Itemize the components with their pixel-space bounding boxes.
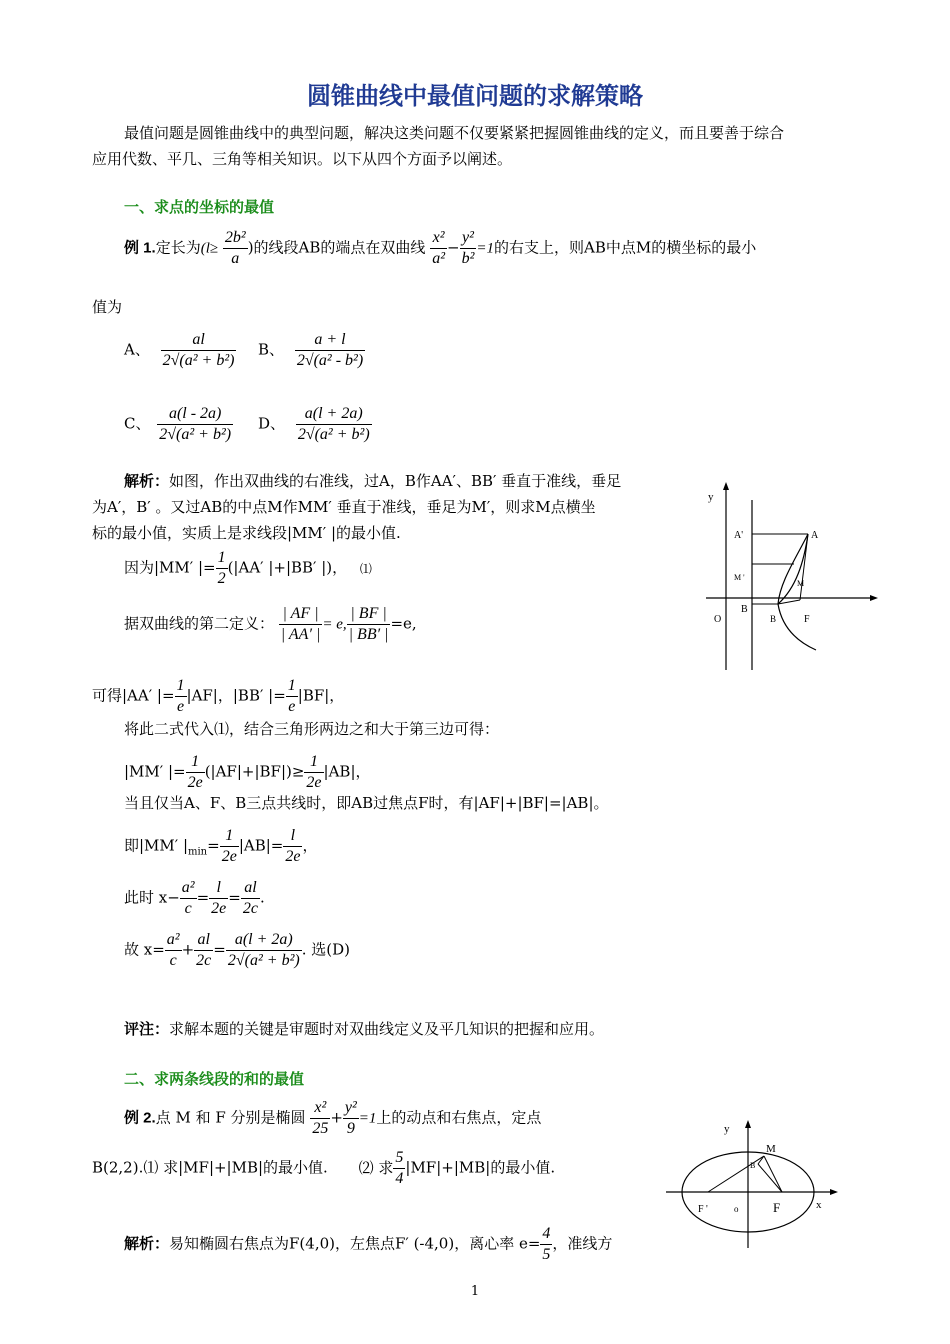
subscript-min: min	[188, 846, 208, 858]
ellipse-figure	[664, 1112, 854, 1252]
example-2-line-2	[92, 1148, 555, 1189]
label-B-prime: B	[741, 604, 748, 615]
frac-num: 1	[287, 677, 296, 694]
text: =	[207, 836, 220, 855]
frac-den: 4	[395, 1170, 404, 1187]
choice-B	[258, 330, 365, 371]
frac-num: 1	[191, 753, 200, 770]
text: 因为|MM′ |=	[124, 558, 216, 577]
frac-num: | AF |	[282, 605, 319, 622]
label-F: F	[804, 614, 810, 625]
comment-label: 评注：	[124, 1020, 170, 1038]
section-1-heading: 一、求点的坐标的最值	[124, 198, 275, 216]
frac-den: 2	[217, 570, 226, 587]
choice-D-fraction	[296, 404, 372, 445]
l-ge: l≥	[205, 240, 219, 257]
frac-den: 2√(a² + b²)	[297, 426, 370, 443]
text: 故 x=	[124, 940, 165, 959]
frac-num: 2b²	[224, 229, 246, 246]
label-O: o	[734, 1204, 739, 1214]
hyperbola-branch	[778, 534, 816, 650]
example-1-line-2: 值为	[92, 298, 123, 316]
frac-num: a(l + 2a)	[304, 405, 363, 422]
solution-1-line-2: 为A′，B′ 。又过AB的中点M作MM′ 垂直于准线，垂足为M′，则求M点横坐	[92, 498, 596, 516]
frac-den: 2e	[306, 774, 322, 791]
ellipse-y-term	[343, 1098, 359, 1139]
frac-den: b²	[461, 250, 475, 267]
fraction-1-2e	[186, 752, 205, 793]
fraction-2b2-a	[223, 228, 248, 269]
intro-line-1: 最值问题是圆锥曲线中的典型问题，解决这类问题不仅要紧紧把握圆锥曲线的定义，而且要善于综合	[124, 124, 785, 142]
frac-den: | AA′ |	[280, 626, 321, 643]
label-B: B	[770, 614, 777, 624]
fraction-al-2c	[194, 930, 213, 971]
text: 此时 x−	[124, 888, 180, 907]
solution-label: 解析：	[124, 472, 170, 490]
frac-num: 1	[309, 753, 318, 770]
frac-den: a	[223, 248, 248, 269]
label-O: O	[714, 614, 722, 625]
fraction-bf	[347, 604, 391, 645]
page-title: 圆锥曲线中最值问题的求解策略	[307, 82, 643, 110]
frac-den: 9	[343, 1118, 359, 1139]
frac-den: 2e	[221, 848, 237, 865]
fraction-l-2e	[283, 826, 302, 867]
text: |BF|，	[297, 686, 345, 705]
solution-1-line-4	[124, 548, 372, 589]
hyperbola-x-term	[430, 228, 447, 269]
frac-num: l	[216, 879, 221, 896]
choice-label: C、	[124, 414, 151, 433]
fraction-4-5	[540, 1224, 552, 1265]
fraction-1-e	[175, 676, 187, 717]
text: |AF|，|BB′ |=	[186, 686, 286, 705]
text: +	[181, 940, 195, 959]
solution-text: 如图，作出双曲线的右准线，过A，B作AA′、BB′ 垂直于准线，垂足	[169, 472, 622, 490]
label-y: y	[724, 1123, 730, 1135]
fraction-1-2e	[304, 752, 323, 793]
minus: −	[446, 238, 460, 257]
frac-den: 2e	[187, 774, 203, 791]
fraction-answer	[226, 930, 302, 971]
text: =	[213, 940, 226, 959]
frac-num: x²	[314, 1099, 327, 1116]
frac-den: e	[175, 696, 187, 717]
frac-num: a(l + 2a)	[234, 931, 293, 948]
solution-1-line-8	[124, 752, 371, 793]
fraction-a2-c	[165, 930, 182, 971]
label-M: M	[766, 1143, 776, 1155]
y-axis-arrow-icon	[745, 1120, 751, 1128]
frac-num: a + l	[314, 331, 346, 348]
solution-1-line-10	[124, 826, 317, 867]
solution-1-line-6	[92, 676, 344, 717]
frac-num: 5	[395, 1149, 404, 1166]
frac-den: e	[286, 696, 298, 717]
choice-C	[124, 404, 233, 445]
label-A-prime: A'	[734, 530, 744, 541]
example-1-text: 定长为	[155, 238, 201, 257]
text: |MF|+|MB|的最小值.	[405, 1158, 556, 1177]
hyperbola-y-term	[460, 228, 477, 269]
choice-A-fraction	[161, 330, 237, 371]
fraction-5-4	[393, 1148, 405, 1189]
frac-den: 25	[312, 1120, 329, 1137]
text: (|AF|+|BF|)≥	[204, 762, 305, 781]
solution-1-line-3: 标的最小值，实质上是求线段|MM′ |的最小值.	[92, 524, 401, 542]
frac-num: a²	[166, 931, 180, 948]
text: = e,	[322, 616, 347, 633]
segment-AF	[800, 534, 808, 600]
ellipse-x-term	[310, 1098, 330, 1139]
label-F: F	[773, 1200, 781, 1215]
frac-num: al	[192, 331, 205, 348]
frac-den: | BB′ |	[348, 626, 389, 643]
frac-den: 2e	[285, 848, 301, 865]
frac-den: 2√(a² + b²)	[159, 426, 232, 443]
frac-den: 2c	[242, 900, 258, 917]
fraction-a2-c	[180, 878, 197, 919]
solution-1-line-11	[124, 878, 265, 919]
solution-1-line-12	[124, 930, 350, 971]
y-axis-arrow-icon	[723, 482, 729, 490]
choice-label: A、	[124, 340, 150, 359]
choice-B-fraction	[295, 330, 365, 371]
frac-den: 2e	[211, 900, 227, 917]
solution-1-line-7: 将此二式代入⑴，结合三角形两边之和大于第三边可得：	[124, 720, 500, 738]
frac-num: a²	[181, 879, 195, 896]
label-y: y	[708, 491, 714, 503]
frac-den: c	[180, 898, 197, 919]
equation-tag: ⑴	[359, 561, 372, 576]
text: 易知椭圆右焦点为F(4,0)，左焦点F′ (-4,0)，离心率 e=	[169, 1234, 541, 1253]
frac-num: y²	[462, 229, 474, 246]
example-1-text-3: 的右支上，则AB中点M的横坐标的最小	[493, 238, 757, 257]
equals-one: =1	[476, 240, 494, 257]
comment-1	[124, 1016, 604, 1042]
comment-text: 求解本题的关键是审题时对双曲线定义及平几知识的把握和应用。	[169, 1020, 605, 1038]
fraction-al-2c	[241, 878, 260, 919]
text: 据双曲线的第二定义：	[124, 614, 275, 633]
text: |AB|=	[238, 836, 284, 855]
example-2-line-1	[124, 1098, 541, 1139]
text: B(2,2).⑴ 求|MF|+|MB|的最小值.	[92, 1158, 328, 1177]
text: |AB|，	[323, 762, 371, 781]
x-axis-arrow-icon	[830, 1189, 838, 1195]
solution-1-line-5	[124, 604, 417, 645]
solution-label: 解析：	[124, 1234, 170, 1253]
frac-den: a²	[432, 250, 445, 267]
text: ，准线方	[552, 1234, 613, 1253]
frac-num: l	[290, 827, 296, 844]
example-1-line: 例 1.定长为(l≥ $\frac{\text{2b²}}{a}$ )的线段AB的端点在双曲线 $\frac{\text{x²}}{\text{a²}}$ − $\frac{\text{y²}}{\text{b²}}$ =1的右支上，则AB中点M的横坐标的最小	[124, 229, 757, 267]
frac-num: 1	[225, 827, 234, 844]
text: =e,	[390, 614, 417, 633]
segment-F1M	[708, 1156, 764, 1192]
text: .	[259, 888, 265, 907]
label-A: A	[811, 530, 819, 541]
text: 上的动点和右焦点，定点	[376, 1108, 542, 1127]
section-2-heading: 二、求两条线段的和的最值	[124, 1070, 305, 1088]
hyperbola-figure	[700, 478, 882, 676]
frac-num: 4	[542, 1225, 551, 1242]
fraction-half	[216, 548, 228, 589]
equals-one: =1	[358, 1110, 377, 1127]
text: |MM′ |=	[124, 762, 186, 781]
example-1-text-2: )的线段AB的端点在双曲线	[247, 238, 426, 257]
frac-num: y²	[344, 1099, 357, 1116]
plus: +	[330, 1108, 343, 1127]
fraction-1-2e	[220, 826, 239, 867]
choice-label: D、	[258, 414, 286, 433]
solution-1-line-1	[124, 468, 621, 494]
frac-den: 5	[542, 1246, 551, 1263]
text: ⑵ 求	[358, 1158, 394, 1177]
text: =	[196, 888, 210, 907]
frac-num: al	[197, 931, 210, 948]
choice-D	[258, 404, 372, 445]
solution-2-line-1	[124, 1224, 612, 1265]
label-M: M	[797, 579, 805, 588]
segment-MB	[758, 1156, 764, 1164]
label-x: x	[816, 1199, 822, 1211]
frac-num: al	[244, 879, 257, 896]
text: 即|MM′ |	[124, 836, 188, 855]
text: (|AA′ |+|BB′ |)，	[227, 558, 348, 577]
frac-den: 2√(a² - b²)	[296, 352, 364, 369]
solution-1-line-9: 当且仅当A、F、B三点共线时，即AB过焦点F时，有|AF|+|BF|=|AB|。	[124, 794, 609, 812]
frac-num: x²	[432, 229, 445, 246]
frac-den: 2c	[196, 952, 212, 969]
x-axis-arrow-icon	[870, 595, 878, 601]
example-2-label: 例 2.	[124, 1109, 156, 1127]
fraction-l-2e	[209, 878, 228, 919]
fraction-1-e	[286, 676, 298, 717]
example-1-label: 例 1.	[124, 239, 156, 257]
frac-den: 2√(a² + b²)	[227, 952, 300, 969]
text: =	[228, 888, 241, 907]
choice-label: B、	[258, 340, 285, 359]
label-B: B	[750, 1161, 756, 1170]
text: 点 M 和 F 分别是椭圆	[155, 1108, 306, 1127]
frac-num: 1	[176, 677, 185, 694]
frac-den: 2√(a² + b²)	[162, 352, 235, 369]
frac-num: | BF |	[350, 605, 387, 622]
fraction-af	[279, 604, 323, 645]
frac-den: c	[165, 950, 182, 971]
text: . 选(D)	[301, 940, 350, 959]
label-M-prime: M '	[734, 573, 745, 582]
choice-A	[124, 330, 236, 371]
frac-num: 1	[217, 549, 226, 566]
choice-C-fraction	[157, 404, 233, 445]
page-number: 1	[470, 1284, 480, 1299]
frac-num: a(l - 2a)	[168, 405, 222, 422]
text: 可得|AA′ |=	[92, 686, 175, 705]
intro-line-2: 应用代数、平几、三角等相关知识。以下从四个方面予以阐述。	[92, 150, 513, 168]
label-F-prime: F '	[698, 1204, 708, 1215]
text: ，	[302, 836, 318, 855]
